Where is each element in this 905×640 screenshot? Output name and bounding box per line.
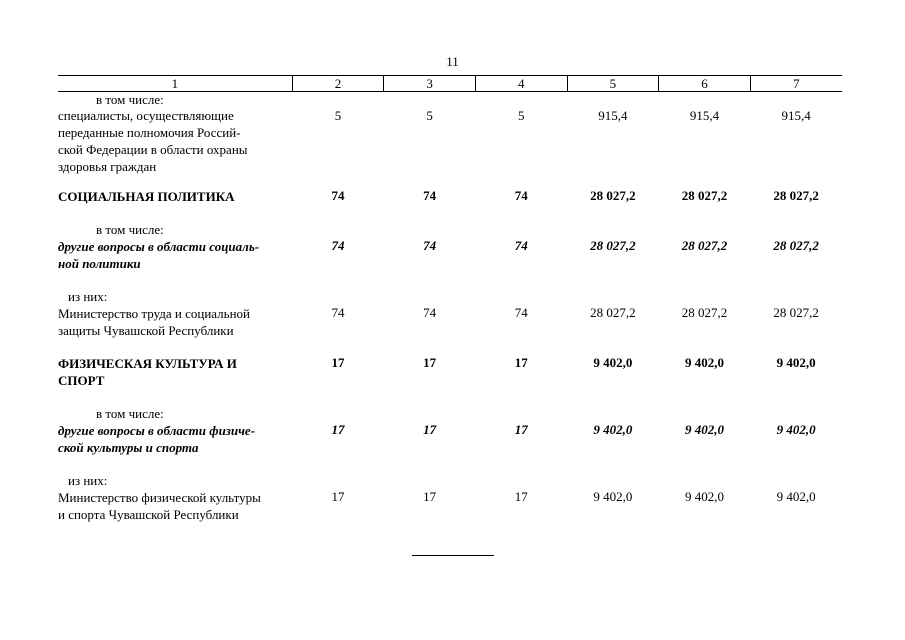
column-header: 6 [659, 76, 751, 92]
cell-value: 17 [331, 489, 345, 504]
cell-value: 9 402,0 [776, 355, 816, 370]
cell-value: 9 402,0 [685, 422, 724, 437]
cell-value: 28 027,2 [681, 305, 728, 320]
table-row [58, 472, 842, 523]
cell-value: 5 [426, 108, 433, 123]
row-label-line: ной политики [58, 256, 141, 271]
table-row [58, 92, 842, 189]
table-row [58, 355, 842, 405]
cell-value: 74 [331, 188, 345, 203]
cell-value: 5 [517, 108, 525, 123]
cell-value: 17 [514, 355, 528, 370]
row-label-line: переданные полномочия Россий- [58, 125, 241, 140]
column-header: 4 [475, 76, 567, 92]
cell-value: 28 027,2 [681, 238, 728, 253]
cell-value: 17 [331, 355, 345, 370]
cell-value: 9 402,0 [685, 489, 724, 504]
row-label-line: Министерство труда и социальной [58, 306, 250, 321]
cell-value: 28 027,2 [681, 188, 728, 203]
row-label-line: другие вопросы в области социаль- [58, 239, 260, 254]
page-number: 11 [446, 54, 459, 69]
cell-value: 17 [423, 355, 437, 370]
table-row [58, 221, 842, 288]
cell-value: 28 027,2 [590, 188, 636, 203]
column-header: 1 [58, 76, 292, 92]
column-header: 2 [292, 76, 384, 92]
cell-value: 915,4 [689, 108, 720, 123]
cell-value: 9 402,0 [593, 422, 633, 437]
cell-value: 9 402,0 [593, 489, 633, 504]
cell-value: 5 [334, 108, 342, 123]
section-title: ФИЗИЧЕСКАЯ КУЛЬТУРА И [58, 356, 237, 371]
row-label-line: здоровья граждан [58, 159, 157, 174]
table-row [58, 288, 842, 355]
cell-value: 17 [514, 489, 528, 504]
column-header: 5 [567, 76, 659, 92]
cell-value: 28 027,2 [773, 305, 819, 320]
cell-value: 17 [423, 489, 437, 504]
cell-value: 9 402,0 [776, 422, 816, 437]
cell-value: 28 027,2 [590, 305, 636, 320]
cell-value: 74 [423, 188, 437, 203]
table-row [58, 405, 842, 472]
cell-value: 915,4 [781, 108, 811, 123]
budget-table [58, 75, 842, 523]
cell-value: 74 [423, 305, 437, 320]
cell-value: 74 [331, 305, 345, 320]
cell-value: 74 [331, 238, 345, 253]
cell-value: 17 [514, 422, 528, 437]
cell-value: 28 027,2 [773, 188, 819, 203]
cell-value: 17 [423, 422, 437, 437]
section-title: СОЦИАЛЬНАЯ ПОЛИТИКА [58, 189, 235, 204]
row-intro: в том числе: [96, 222, 164, 237]
cell-value: 28 027,2 [590, 238, 636, 253]
row-label-line: защиты Чувашской Республики [58, 323, 234, 338]
row-label-line: Министерство физической культуры [58, 490, 261, 505]
column-header: 7 [750, 76, 842, 92]
cell-value: 74 [423, 238, 437, 253]
row-label-line: и спорта Чувашской Республики [58, 507, 239, 522]
row-intro: в том числе: [96, 406, 164, 421]
cell-value: 9 402,0 [685, 355, 724, 370]
cell-value: 9 402,0 [593, 355, 633, 370]
row-intro: в том числе: [96, 92, 164, 107]
footer-rule [412, 555, 494, 556]
cell-value: 17 [331, 422, 345, 437]
cell-value: 915,4 [598, 108, 628, 123]
row-label-line: другие вопросы в области физиче- [58, 423, 256, 438]
column-header: 3 [384, 76, 476, 92]
cell-value: 74 [514, 188, 528, 203]
row-label-line: ской культуры и спорта [58, 440, 199, 455]
cell-value: 9 402,0 [776, 489, 816, 504]
table-row [58, 188, 842, 221]
cell-value: 28 027,2 [773, 238, 819, 253]
cell-value: 74 [514, 238, 528, 253]
row-intro: из них: [68, 473, 108, 488]
section-title: СПОРТ [58, 373, 105, 388]
row-intro: из них: [68, 289, 108, 304]
cell-value: 74 [514, 305, 528, 320]
row-label-line: ской Федерации в области охраны [58, 142, 248, 157]
column-number-row [58, 76, 842, 92]
row-label-line: специалисты, осуществляющие [58, 108, 234, 123]
